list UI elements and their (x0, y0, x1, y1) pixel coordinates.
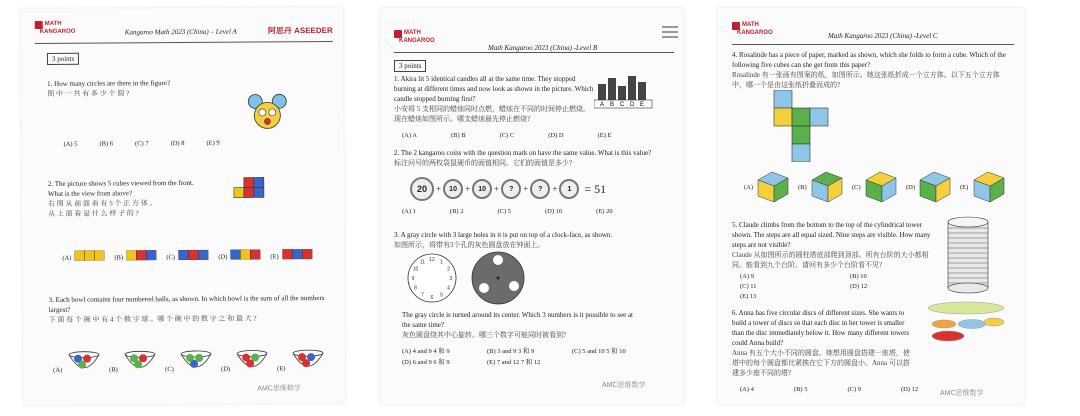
candle-label-d: D (630, 102, 635, 108)
question-2-subtext: What is the view from above? (47, 189, 133, 198)
option-a[interactable]: (A) 4 (740, 386, 754, 393)
cube-b (810, 170, 844, 204)
candles-figure (594, 72, 658, 112)
clock-number: 1 (440, 259, 443, 266)
cube-a (756, 170, 790, 204)
page-title: Kangaroo Math 2023 (China) – Level A (124, 27, 237, 37)
clock-number: 5 (440, 292, 443, 299)
page-title: Math Kangaroo 2023 (China) -Level B (488, 44, 598, 52)
option-c[interactable]: (C) (165, 366, 174, 374)
question-3 (394, 230, 664, 250)
option-e[interactable]: (E) 9 (206, 139, 220, 147)
option-c[interactable]: (C) 9 (847, 386, 861, 393)
option-d[interactable]: (D) (906, 184, 916, 191)
page-header (394, 30, 674, 53)
math-kangaroo-logo: MATH KANGAROO (732, 22, 773, 36)
option-b[interactable]: (B) (109, 366, 118, 374)
plus-sign: + (552, 184, 558, 194)
menu-icon[interactable] (662, 26, 678, 40)
bowl-d (235, 345, 269, 371)
option-e-figure (282, 249, 312, 259)
cylindrical-tower (946, 214, 990, 294)
option-b[interactable]: (B) 6 (99, 140, 114, 148)
option-d[interactable]: (D) 12 (850, 283, 868, 290)
math-kangaroo-logo: MATH KANGAROO (394, 30, 435, 44)
clock-number: 8 (414, 285, 417, 292)
bowl-c (179, 346, 213, 372)
bowl-a (67, 347, 101, 373)
option-e[interactable]: (E) E (597, 132, 612, 139)
question-2-cn: 右 图 从 前 面 看 有 5 个 正 方 体 。 (47, 199, 157, 208)
question-2-text: 2. The 2 kangaroo coins with the question mark on have the same value. What is this value? (394, 149, 652, 157)
option-e[interactable]: (E) (270, 253, 279, 261)
option-d-figure (230, 249, 260, 259)
option-d[interactable]: (D) D (548, 132, 564, 139)
question-2-text: 2. The picture shows 5 cubes viewed from the front. (47, 178, 194, 188)
question-1-cn: 图 中 一 共 有 多 少 个 圆 ? (47, 89, 130, 98)
question-1-text: 1. How many circles are there in the figure? (47, 79, 171, 88)
option-d[interactable]: (D) 8 (170, 139, 185, 148)
coin: ? (501, 179, 521, 199)
clock-number: 6 (430, 295, 434, 301)
question-3-cn: 下 面 每 个 碗 中 有 4 个 数 字 球 。哪 个 碗 中 的 数 字 之 和 最 大 ? (48, 314, 257, 324)
watermark: AMC思维数学 (602, 382, 646, 389)
option-b[interactable]: (B) (114, 254, 124, 262)
question-3b-text: The gray circle is turned around its center. Which 3 numbers is it possible to see at the same time? (402, 311, 634, 329)
question-2 (48, 178, 248, 219)
question-3-text: 3. A gray circle with 3 large holes in it is put on top of a clock-face, as shown. (394, 231, 613, 239)
points-badge: 3 points (394, 60, 426, 72)
option-a[interactable]: (A) (744, 184, 754, 191)
question-1-options (64, 140, 220, 148)
option-c[interactable]: (C) C (499, 132, 515, 139)
brand-en: ASEEDER (294, 25, 333, 36)
question-1 (47, 77, 257, 98)
option-e[interactable]: (E) (960, 184, 969, 191)
option-c[interactable]: (C) 11 (740, 283, 757, 290)
option-c[interactable]: (C) 7 (134, 140, 149, 148)
option-a-figure (74, 251, 104, 261)
question-2-cn: 标注问号的两枚袋鼠硬币的面值相同。它们的面值是多少? (394, 159, 573, 167)
option-c[interactable]: (C) (166, 254, 176, 262)
question-5 (732, 220, 932, 270)
option-a[interactable]: (A) A (402, 132, 417, 139)
option-a[interactable]: (A) 1 (402, 208, 416, 215)
clock-number: 12 (429, 257, 435, 263)
watermark: AMC思维数学 (257, 385, 301, 393)
question-6-options (740, 386, 918, 393)
page-level-c (718, 8, 1024, 404)
option-b[interactable]: (B) 5 (793, 386, 808, 393)
question-2-options (402, 208, 613, 215)
plus-sign: + (494, 184, 500, 194)
brand-cn: 阿思丹 (267, 26, 292, 36)
question-3-options (402, 346, 672, 368)
option-c[interactable]: (C) 5 and 10 5 和 10 (572, 348, 626, 355)
clock-number: 9 (411, 276, 415, 282)
candle-label-c: C (620, 102, 625, 108)
option-a[interactable]: (A) (62, 254, 72, 262)
watermark: AMC思维数学 (940, 390, 984, 397)
clock-number: 11 (419, 259, 426, 266)
circles-figure (243, 91, 291, 131)
question-1-cn: 小安将 5 支相同的蜡烛同时点燃，蜡烛在不同的时间停止燃烧。现在蜡烛如图所示。哪支蜡烛最先停止燃烧? (394, 105, 590, 123)
option-b-figure (126, 250, 156, 260)
option-e[interactable]: (E) 13 (740, 293, 757, 300)
option-d[interactable]: (D) 12 (901, 386, 919, 393)
gray-disc (470, 250, 526, 306)
coin: ? (530, 179, 550, 199)
question-2 (394, 148, 664, 168)
cube-c (864, 170, 898, 204)
bowl-b (123, 346, 157, 372)
question-3 (49, 293, 329, 325)
page-level-a (21, 7, 346, 405)
option-d[interactable]: (D) (218, 253, 228, 261)
cubes-figure (232, 175, 268, 201)
candle-label-a: A (600, 102, 605, 108)
option-a[interactable]: (A) (53, 366, 63, 374)
option-e[interactable]: (E) (277, 365, 286, 373)
question-3-options (53, 339, 333, 381)
option-b[interactable]: (B) (798, 184, 807, 191)
points-badge: 3 points (47, 53, 79, 65)
option-c-figure (178, 250, 208, 260)
question-6-cn: Anna 有五个大小不同的圆盘。她想用圆盘搭建一座塔，使塔中的每个圆盘都比紧挨在它下方的圆盘小。Anna 可以搭建多少座不同的塔? (732, 349, 910, 377)
option-c[interactable]: (C) 5 (497, 208, 511, 215)
question-1-options (402, 132, 611, 139)
cube-net (758, 90, 848, 162)
plus-sign: + (436, 184, 442, 194)
cube-options (744, 170, 1014, 210)
option-d[interactable]: (D) 10 (545, 208, 563, 215)
question-5-text: 5. Claude climbs from the bottom to the top of the cylindrical tower shown. The steps are all equal sized. Nine steps are visible. How many steps are not visible? (732, 221, 931, 249)
candle-label-e: E (640, 102, 645, 108)
option-e[interactable]: (E) 7 and 12 7 和 12 (487, 359, 541, 366)
clock-number: 10 (412, 266, 419, 273)
candle-label-b: B (610, 102, 615, 108)
coin: 20 (410, 177, 434, 201)
question-2-cn-2: 从 上 面 看 是 什 么 样 子 的 ? (48, 209, 139, 218)
question-2-options (62, 247, 312, 262)
cube-e (972, 170, 1006, 204)
clock-face (406, 252, 458, 304)
question-3b-cn: 灰色圆盘绕其中心旋转。哪三个数字可能同时被看到? (402, 331, 567, 339)
cube-d (918, 170, 952, 204)
math-kangaroo-logo: MATH KANGAROO (34, 20, 76, 36)
plus-sign: + (465, 184, 471, 194)
question-3-text: 3. Each bowl contains four numbered balls, as shown. In which bowl is the sum of all the numbers largest? (48, 294, 325, 314)
question-6 (732, 308, 916, 378)
coin: 10 (472, 179, 492, 199)
clock-number: 7 (421, 292, 424, 299)
question-6-text: 6. Anna has five circular discs of different sizes. She wants to build a tower of discs so that each disc in her tower is smaller than the disc immediately below it. How many different towers could Anna build? (732, 309, 910, 347)
clock-number: 3 (449, 276, 453, 282)
page-title: Math Kangaroo 2023 (China) -Level C (828, 32, 938, 40)
option-a[interactable]: (A) 9 (740, 273, 754, 280)
question-3b (402, 310, 642, 340)
question-5-options (740, 272, 940, 302)
page-header (732, 22, 1014, 45)
question-5-cn: Claude 从如图所示的圆柱塔底部爬到顶部。所有台阶的大小都相同。能看到九个台阶。请问有多少个台阶看不见? (732, 251, 929, 269)
option-b[interactable]: (B) 10 (850, 273, 867, 280)
option-b[interactable]: (B) 2 (449, 208, 464, 215)
option-d[interactable]: (D) 6 and 9 6 和 9 (402, 359, 450, 366)
page-level-b (380, 8, 684, 404)
option-c[interactable]: (C) (852, 184, 861, 191)
clock-number: 4 (447, 285, 450, 292)
question-1 (394, 74, 594, 124)
option-a[interactable]: (A) 4 and 9 4 和 9 (402, 348, 450, 355)
question-4-text: 4. Rosalinde has a piece of paper, marked as shown, which she folds to form a cube. Which of the following five cubes can she get from this paper? (732, 51, 1006, 69)
discs-figure (918, 300, 1014, 346)
plus-sign: + (523, 184, 529, 194)
question-4-cn: Rosalinde 有一张画有图案的纸，如图所示。她这张纸折成一个立方体。以下五个立方体中，哪一个是由这张纸折叠而成的? (732, 71, 1000, 89)
coin-total: = 51 (584, 181, 607, 196)
option-b[interactable]: (B) 3 and 9 3 和 9 (487, 348, 535, 355)
coins-figure (410, 178, 606, 200)
coin: 1 (559, 179, 579, 199)
page-header (35, 19, 333, 44)
option-d[interactable]: (D) (221, 365, 231, 373)
bowl-e (291, 345, 325, 371)
option-e[interactable]: (E) 20 (596, 208, 613, 215)
question-3-cn: 如图所示，将带有3个孔的灰色圆盘放在钟面上。 (394, 241, 545, 249)
brand-label (268, 25, 333, 36)
coin: 10 (443, 179, 463, 199)
question-1-text: 1. Akira lit 5 identical candles all at the same time. They stopped burning at different times and now look as shown in the picture. Which candle stopped burning first? (394, 75, 594, 103)
option-a[interactable]: (A) 5 (63, 140, 78, 148)
option-b[interactable]: (B) B (450, 132, 466, 139)
clock-number: 2 (447, 266, 450, 273)
question-4 (732, 50, 1012, 90)
